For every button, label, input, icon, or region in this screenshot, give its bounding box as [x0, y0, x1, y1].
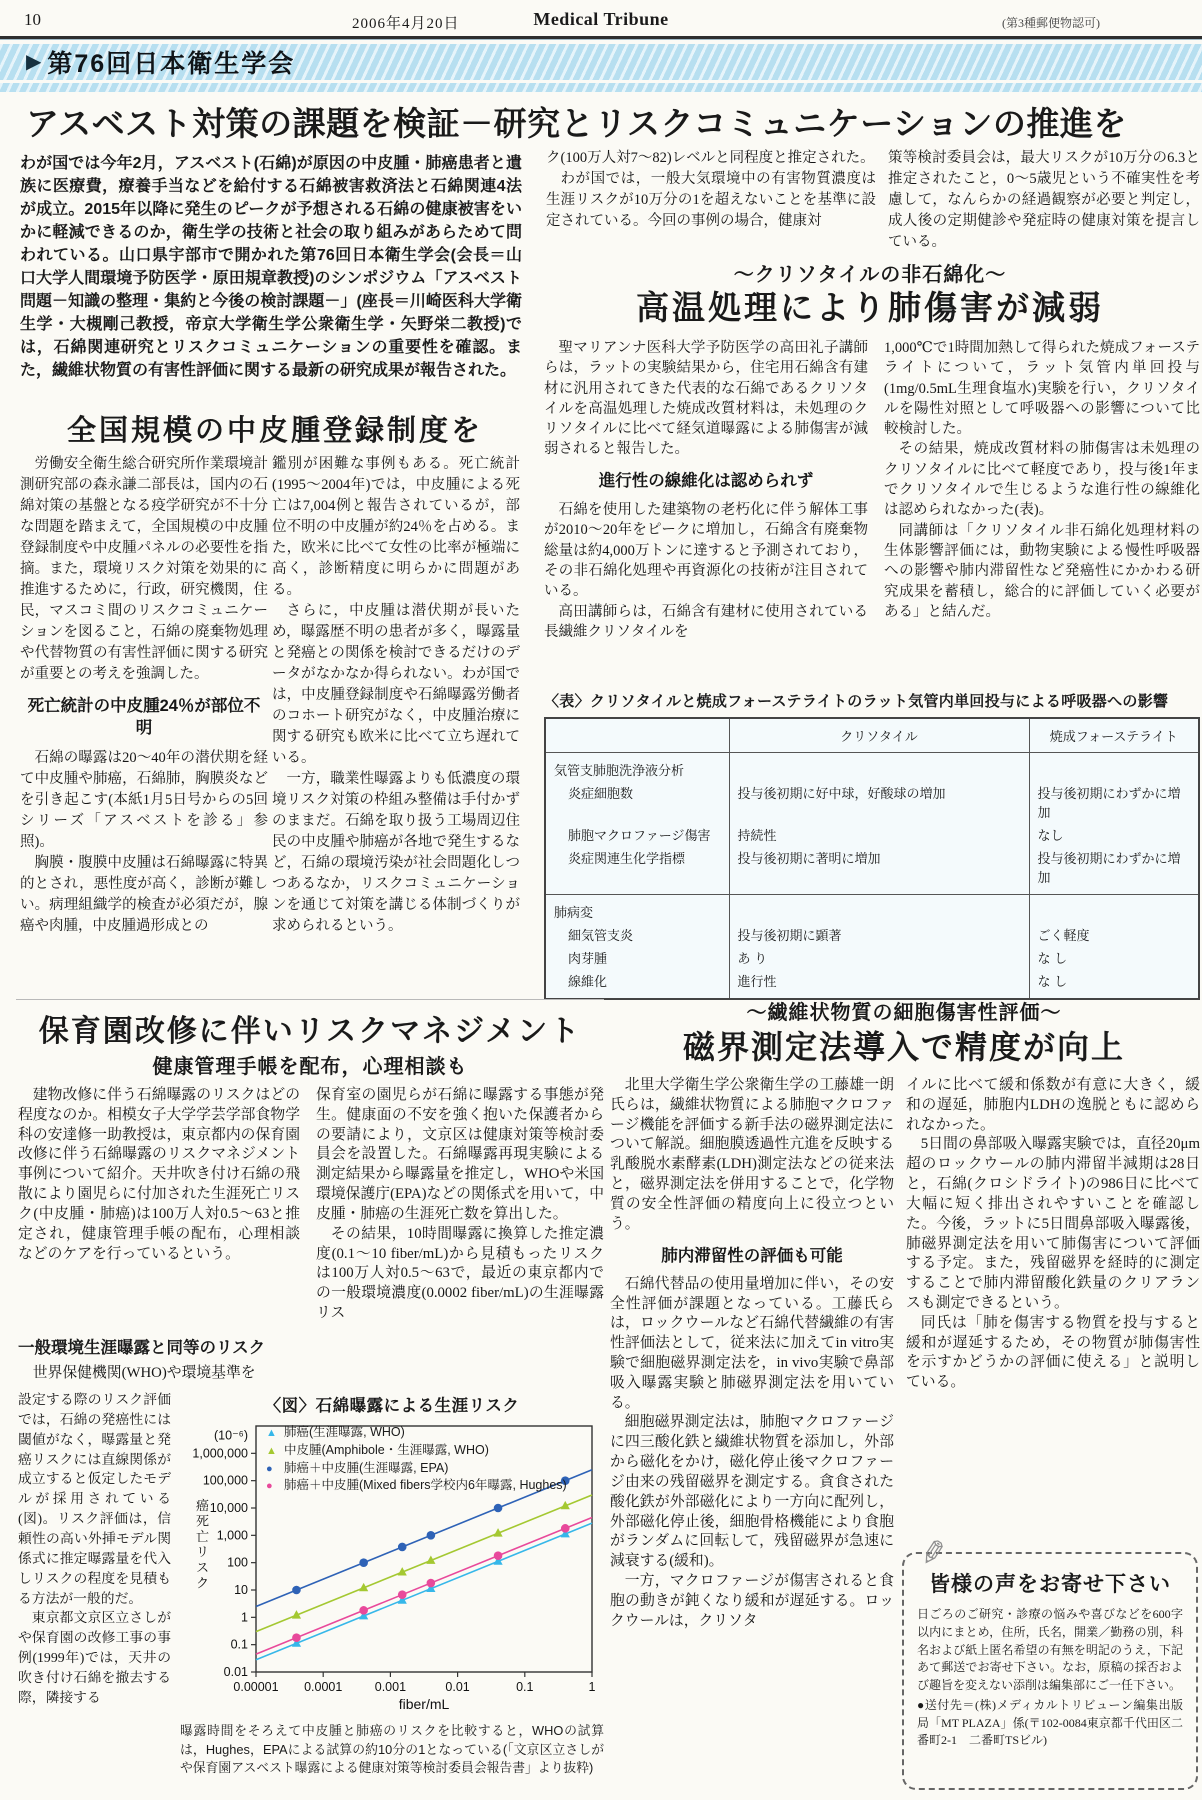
chart-legend [266, 1424, 567, 1495]
circle-marker-icon: ● [266, 1480, 273, 1493]
svg-text:亡: 亡 [196, 1529, 210, 1544]
table-row [545, 823, 1199, 846]
paragraph: ク(100万人対7〜82)レベルと同程度と推定された。 [546, 150, 875, 166]
registry-headline: 全国規模の中皮腫登録制度を [66, 415, 483, 447]
thermal-headline: 高温処理により肺傷害が減弱 [636, 291, 1104, 327]
paragraph: 保育室の園児らが石綿に曝露する事態が発生。健康面の不安を強く抱いた保護者からの要請により，文京区は健康対策等検討委員会を設置した。石綿曝露再現実験による測定結果から曝露量を推定し，WHOや米国環境保護庁(EPA)などの関係式を用いて，中皮腫・肺癌の生涯死亡数を算出した。 [316, 1087, 604, 1222]
nursery-subheadline: 健康管理手帳を配布，心理相談も [152, 1056, 468, 1078]
cell: 投与後初期に顕著 [729, 923, 1029, 946]
svg-text:ス: ス [196, 1560, 210, 1575]
table-row [545, 946, 1199, 969]
cell: 進行性 [729, 969, 1029, 999]
svg-text:(10⁻⁶): (10⁻⁶) [214, 1428, 248, 1443]
paragraph: 石綿を使用した建築物の老朽化に伴う解体工事が2010〜20年をピークに増加し，石綿含有廃棄物総量は約4,000万トンに達すると予測されており，その非石綿化処理や再資源化の技術が注目されている。 [544, 502, 868, 600]
paragraph: 北里大学衛生学公衆衛生学の工藤雄一朗氏らは，繊維状物質による肺胞マクロファージ機能を評価する新手法の磁界測定法について解説。細胞膜透過性亢進を反映する乳酸脱水素酵素(LDH)測定法などの従来法と，磁界測定法を併用することで，化学物質の安全性評価の精度向上に役立つという。 [610, 1077, 894, 1232]
cell: な し [1029, 946, 1199, 969]
paragraph: その結果，焼成改質材料の肺傷害は未処理のクリソタイルに比べて軽度であり，投与後1年までクリソタイルで生じるような進行性の線維化は認められなかった(表)。 [884, 441, 1200, 519]
legend-label: 肺癌＋中皮腫(生涯曝露, EPA) [284, 1460, 449, 1475]
paragraph: 聖マリアンナ医科大学予防医学の高田礼子講師らは，ラットの実験結果から，住宅用石綿含有建材に汎用されてきた代表的な石綿であるクリソタイルを高温処理した焼成改質材料は，未処理のクリソタイルに比べて経気道曝露による肺傷害が減弱されると報告した。 [544, 340, 868, 458]
paragraph: 1,000℃で1時間加熱して得られた焼成フォーステライトについて，ラット気管内単回投与(1mg/0.5mL生理食塩水)実験を行い，クリソタイルを陽性対照として呼吸器への影響について比較検討した。 [884, 340, 1200, 438]
registry-column-1 [20, 454, 268, 1002]
pencil-icon: ✎ [916, 1532, 951, 1574]
paragraph: さらに，中皮腫は潜伏期が長いため，曝露歴不明の患者が多く，曝露量と発癌との関係を検討できるだけのデータがなかなか得られない。わが国では，中皮腫登録制度や石綿曝露労働者のコホート研究がなく，中皮腫治療に関する研究も欧米に比べて立ち遅れている。 [272, 603, 520, 767]
voice-box [902, 1532, 1198, 1790]
column-header: クリソタイル [729, 718, 1029, 753]
legend-item [266, 1477, 567, 1495]
svg-text:0.1: 0.1 [230, 1637, 248, 1652]
registry-column-2 [272, 454, 520, 1002]
triangle-marker-icon: ▲ [266, 1427, 277, 1439]
legend-label: 肺癌＋中皮腫(Mixed fibers学校内6年曝露, Hughes) [284, 1478, 567, 1493]
svg-text:死: 死 [196, 1513, 210, 1529]
svg-text:癌: 癌 [196, 1498, 210, 1513]
svg-text:1,000: 1,000 [216, 1528, 248, 1543]
masthead: Medical Tribune [533, 9, 669, 29]
overflow-mid-column [546, 148, 876, 232]
chart-caption: 曝露時間をそろえて中皮腫と肺癌のリスクを比較すると，WHOの試算は，Hughes，EPAによる試算の約10分の1となっている(「文京区立さしがや保育園アスベスト曝露による健康対策等検討委員会報告書」より抜粋) [180, 1723, 604, 1776]
svg-text:100,000: 100,000 [202, 1473, 248, 1488]
svg-text:1: 1 [588, 1680, 596, 1694]
paragraph: 一方，マクロファージが傷害されると食胞の動きが鈍くなり緩和が遅延する。ロックウールは，クリソタ [610, 1572, 894, 1629]
paragraph: 細胞磁界測定法は，肺胞マクロファージに四三酸化鉄と繊維状物質を添加し，外部から磁化をかけ，磁化停止後マクロファージ由来の残留磁界を測定する。貪食された酸化鉄が外部磁化により一方向に配列し，外部磁化停止後，細胞骨格機能により食胞がランダムに回転して，残留磁界が急速に減衰する(緩和)。 [610, 1414, 894, 1570]
lifetime-risk-chart [180, 1392, 604, 1716]
svg-text:1,000,000: 1,000,000 [192, 1446, 248, 1461]
row-label: 線維化 [568, 974, 608, 989]
main-headline: アスベスト対策の課題を検証－研究とリスクコミュニケーションの推進を [26, 105, 1127, 142]
svg-text:0.1: 0.1 [516, 1680, 534, 1694]
thermal-column-2 [884, 338, 1200, 688]
table-header-row [545, 718, 1199, 753]
paragraph: 世界保健機関(WHO)や環境基準を [32, 1365, 256, 1381]
magnetic-column-1 [610, 1076, 894, 1631]
paragraph: 設定する際のリスク評価では，石綿の発癌性には閾値がなく，曝露量と発癌リスクには直線関係が成立すると仮定したモデルが採用されている(図)。リスク評価は，信頼性の高い外挿モデル関係式に推定曝露量を代入しリスクの程度を見積もる方法が一般的だ。 [18, 1392, 171, 1606]
svg-text:0.01: 0.01 [223, 1665, 248, 1679]
page-number: 10 [24, 10, 41, 29]
banner-arrow-icon: ▶ [26, 51, 42, 73]
svg-text:0.001: 0.001 [374, 1680, 407, 1694]
column-header: 焼成フォーステライト [1029, 718, 1199, 753]
cell: ごく軽度 [1029, 923, 1199, 946]
nursery-subhead: 一般環境生涯曝露と同等のリスク [18, 1339, 266, 1357]
legend-item [266, 1424, 567, 1442]
paragraph: 東京都文京区立さしがや保育園の改修工事の事例(1999年)では，天井の吹き付け石綿を撤去する際，隣接する [18, 1610, 171, 1705]
paragraph: 鑑別が困難な事例もある。死亡統計(1995〜2004年)では，中皮腫による死亡は7,004例と報告されているが，部位不明の中皮腫が約24％を占める。また，欧米に比べて女性の比率が極端に高く，診断精度に明らかに問題がある。 [272, 456, 520, 599]
legend-label: 中皮腫(Amphibole・生涯曝露, WHO) [284, 1442, 489, 1457]
paragraph: 建物改修に伴う石綿曝露のリスクはどの程度なのか。相模女子大学学芸学部食物学科の安達修一助教授は，東京都内の保育園改修に伴う石綿曝露のリスクマネジメント事例について紹介。天井吹き付け石綿の飛散により園児らに付加された生涯死亡リスク(中皮腫・肺癌)は100万人対0.5〜63と推定され，健康管理手帳の配布，心理相談などのケアを行っているという。 [18, 1087, 300, 1262]
svg-text:10: 10 [234, 1583, 248, 1597]
nursery-column-1 [18, 1086, 300, 1264]
registry-subhead: 死亡統計の中皮腫24％が部位不明 [27, 697, 261, 738]
magnetic-subhead: 肺内滞留性の評価も可能 [661, 1246, 843, 1265]
triangle-marker-icon: ▲ [266, 1444, 277, 1457]
circle-marker-icon: ● [266, 1462, 273, 1475]
paragraph: 一方，職業性曝露よりも低濃度の環境リスク対策の枠組み整備は手付かずのままだ。石綿を取り扱う工場周辺住民の中皮腫や肺癌が各地で発生するなど，石綿の環境汚染が社会問題化しつつあるなか，リスクコミュニケーションを通じて対策を講じる体制づくりが求められるという。 [272, 771, 520, 935]
voice-box-body: 日ごろのご研究・診療の悩みや喜びなどを600字以内にまとめ，住所，氏名，開業／勤務の別，科名および紙上匿名希望の有無を明記のうえ，下記あて郵送でお寄せ下さい。なお，原稿の採否および趣旨を変えない添削は編集部にご一任下さい。 [917, 1607, 1183, 1692]
svg-text:10,000: 10,000 [209, 1501, 248, 1515]
nursery-narrow-column [18, 1390, 171, 1708]
cell: な し [1029, 969, 1199, 999]
voice-box-title: 皆様の声をお寄せ下さい [929, 1573, 1171, 1596]
overflow-right-column [888, 148, 1200, 253]
voice-box-address: ●送付先＝(株)メディカルトリビューン編集出版局「MT PLAZA」係(〒102-0084東京都千代田区二番町2-1 二番町TSビル) [917, 1697, 1183, 1748]
paragraph: 同氏は「肺を傷害する物質を投与すると緩和が遅延するため，その物質が肺傷害性を示すかどうかの評価に使える」と説明している。 [906, 1314, 1200, 1391]
svg-text:リ: リ [196, 1544, 210, 1560]
cell: 投与後初期に著明に増加 [729, 846, 1029, 895]
paragraph: わが国では，一般大気環境中の有害物質濃度は生涯リスクが10万分の1を超えないことを基準に設定されている。今回の事例の場合，健康対 [546, 171, 876, 230]
thermal-subhead: 進行性の線維化は認められず [598, 471, 814, 490]
magnetic-kicker: 〜繊維状物質の細胞傷害性評価〜 [746, 1002, 1062, 1024]
cell: なし [1029, 823, 1199, 846]
paragraph: 石綿代替品の使用量増加に伴い，その安全性評価が課題となっている。工藤氏らは，ロックウールなど石綿代替繊維の有害性評価法として，従来法に加えてin vitro実験で細胞磁界測定法を，in vivo実験で鼻部吸入曝露実験と肺磁界測定法を用いている。 [610, 1275, 894, 1411]
paragraph: 労働安全衛生総合研究所作業環境計測研究部の森永謙二部長は，国内の石綿対策の基盤となる疫学研究が不十分な問題を踏まえて，全国規模の中皮腫登録制度や中皮腫パネルの必要性を指摘。また，環境リスク対策を効果的に推進するために，行政，研究機関，住民，マスコミ間のリスクコミュニケーションを図ること，石綿の廃棄物処理や代替物質の有害性評価に関する研究が重要との考えを強調した。 [20, 456, 268, 683]
lead-paragraph: わが国では今年2月，アスベスト(石綿)が原因の中皮腫・肺癌患者と遺族に医療費，療養手当などを給付する石綿被害救済法と石綿関連4法が成立。2015年以降に発生のピークが予想される石綿の健康被害をいかに軽減できるのか，衛生学の技術と社会の取り組みがあらためて問われている。山口県宇部市で開かれた第76回日本衛生学会(会長＝山口大学人間環境予防医学・原田規章教授)のシンポジウム「アスベスト問題－知識の整理・集約と今後の検討課題－」(座長＝川崎医科大学衛生学・大槻剛己教授，帝京大学衛生学公衆衛生学・矢野栄二教授)では，石綿関連研究とリスクコミュニケーションの重要性を確認。また，繊維状物質の有害性評価に関する最新の研究成果が報告された。 [20, 155, 522, 380]
group-label: 肺病変 [545, 895, 729, 924]
chart-title: 〈図〉石綿曝露による生涯リスク [264, 1397, 520, 1415]
table-row [545, 923, 1199, 946]
svg-text:0.00001: 0.00001 [233, 1680, 279, 1694]
banner-substripe [0, 83, 1202, 92]
row-label: 肉芽腫 [568, 951, 608, 966]
table-row [545, 846, 1199, 895]
magnetic-headline: 磁界測定法導入で精度が向上 [682, 1029, 1125, 1065]
paragraph: 策等検討委員会は，最大リスクが10万分の6.3と推定されたこと，0〜5歳児という不確実性を考慮して，なんらかの経過観察が必要と判定し，成人後の定期健診や発症時の健康対策を提言している。 [888, 150, 1200, 251]
thermal-kicker: 〜クリソタイルの非石綿化〜 [733, 264, 1007, 286]
section-banner [0, 44, 1202, 92]
svg-text:0.0001: 0.0001 [304, 1680, 343, 1694]
paragraph: 5日間の鼻部吸入曝露実験では，直径20μm超のロックウールの肺内滞留半減期は28日と，石綿(クロシドライト)の986日に比べて大幅に短く排出されやすいことを確認した。今後，ラットに5日間鼻部吸入曝露後，肺磁界測定法を用いて肺傷害について評価する予定。また，残留磁界を経時的に測定することで肺内滞留酸化鉄量のクリアランスも測定できるという。 [906, 1136, 1200, 1311]
row-label: 炎症細胞数 [568, 786, 634, 801]
nursery-headline: 保育園改修に伴いリスクマネジメント [38, 1015, 582, 1048]
paragraph: 胸膜・腹膜中皮腫は石綿曝露に特異的とされ，悪性度が高く，診断が難しい。病理組織学的検査が必須だが，腺癌や肉腫，中皮腫過形成との [20, 854, 268, 934]
header-rule [0, 36, 1202, 40]
svg-text:1: 1 [241, 1610, 248, 1625]
magnetic-column-2 [906, 1076, 1200, 1393]
paragraph: 高田講師らは，石綿含有建材に使用されている長繊維クリソタイルを [544, 603, 868, 640]
nursery-column-2 [316, 1086, 604, 1324]
cell: あ り [729, 946, 1029, 969]
section-divider [16, 999, 604, 1000]
row-label: 炎症関連生化学指標 [568, 851, 686, 866]
thermal-column-1 [544, 338, 868, 688]
table-row [545, 969, 1199, 999]
legend-item [266, 1460, 567, 1478]
table-caption: 〈表〉クリソタイルと焼成フォーステライトのラット気管内単回投与による呼吸器への影響 [544, 693, 1169, 710]
table-row [545, 781, 1199, 823]
legend-item [266, 1442, 567, 1460]
paragraph: 同講師は「クリソタイル非石綿化処理材料の生体影響評価には，動物実験による慢性呼吸器への影響や肺内滞留性など発癌性にかかわる研究成果を蓄積し，総合的に評価していく必要がある」と結んだ。 [884, 522, 1200, 620]
svg-text:fiber/mL: fiber/mL [398, 1696, 450, 1712]
table-row [545, 895, 1199, 924]
group-label: 気管支肺胞洗浄液分析 [554, 763, 685, 778]
postal-permit-note: (第3種郵便物認可) [1002, 16, 1100, 30]
cell: 投与後初期にわずかに増加 [1029, 846, 1199, 895]
svg-text:0.01: 0.01 [445, 1680, 470, 1694]
paragraph: その結果，10時間曝露に換算した推定濃度(0.1〜10 fiber/mL)から見積もったリスクは100万人対0.5〜63で，最近の東京都内での一般環境濃度(0.0002 fiber/mL)の生涯曝露リス [316, 1225, 604, 1321]
nursery-column-1-line [18, 1364, 300, 1384]
legend-label: 肺癌(生涯曝露, WHO) [284, 1425, 405, 1439]
cell: 投与後初期にわずかに増加 [1029, 781, 1199, 823]
svg-text:100: 100 [227, 1555, 248, 1570]
table-row [545, 753, 1199, 782]
section-banner-title: 第76回日本衛生学会 [47, 50, 296, 78]
cell: 持続性 [729, 823, 1029, 846]
svg-text:ク: ク [196, 1575, 210, 1591]
row-label: 細気管支炎 [568, 928, 634, 943]
paragraph: 石綿の曝露は20〜40年の潜伏期を経て中皮腫や肺癌，石綿肺，胸膜炎などを引き起こす(本紙1月5日号からの5回シリーズ「アスベストを診る」参照)。 [20, 749, 268, 850]
results-table [544, 717, 1200, 1000]
paragraph: イルに比べて緩和係数が有意に大きく，緩和の遅延，肺胞内LDHの逸脱ともに認められなかった。 [906, 1077, 1200, 1133]
row-label: 肺胞マクロファージ傷害 [568, 828, 711, 843]
cell: 投与後初期に好中球，好酸球の増加 [729, 781, 1029, 823]
results-table-block [544, 690, 1200, 1000]
issue-date: 2006年4月20日 [352, 16, 460, 32]
